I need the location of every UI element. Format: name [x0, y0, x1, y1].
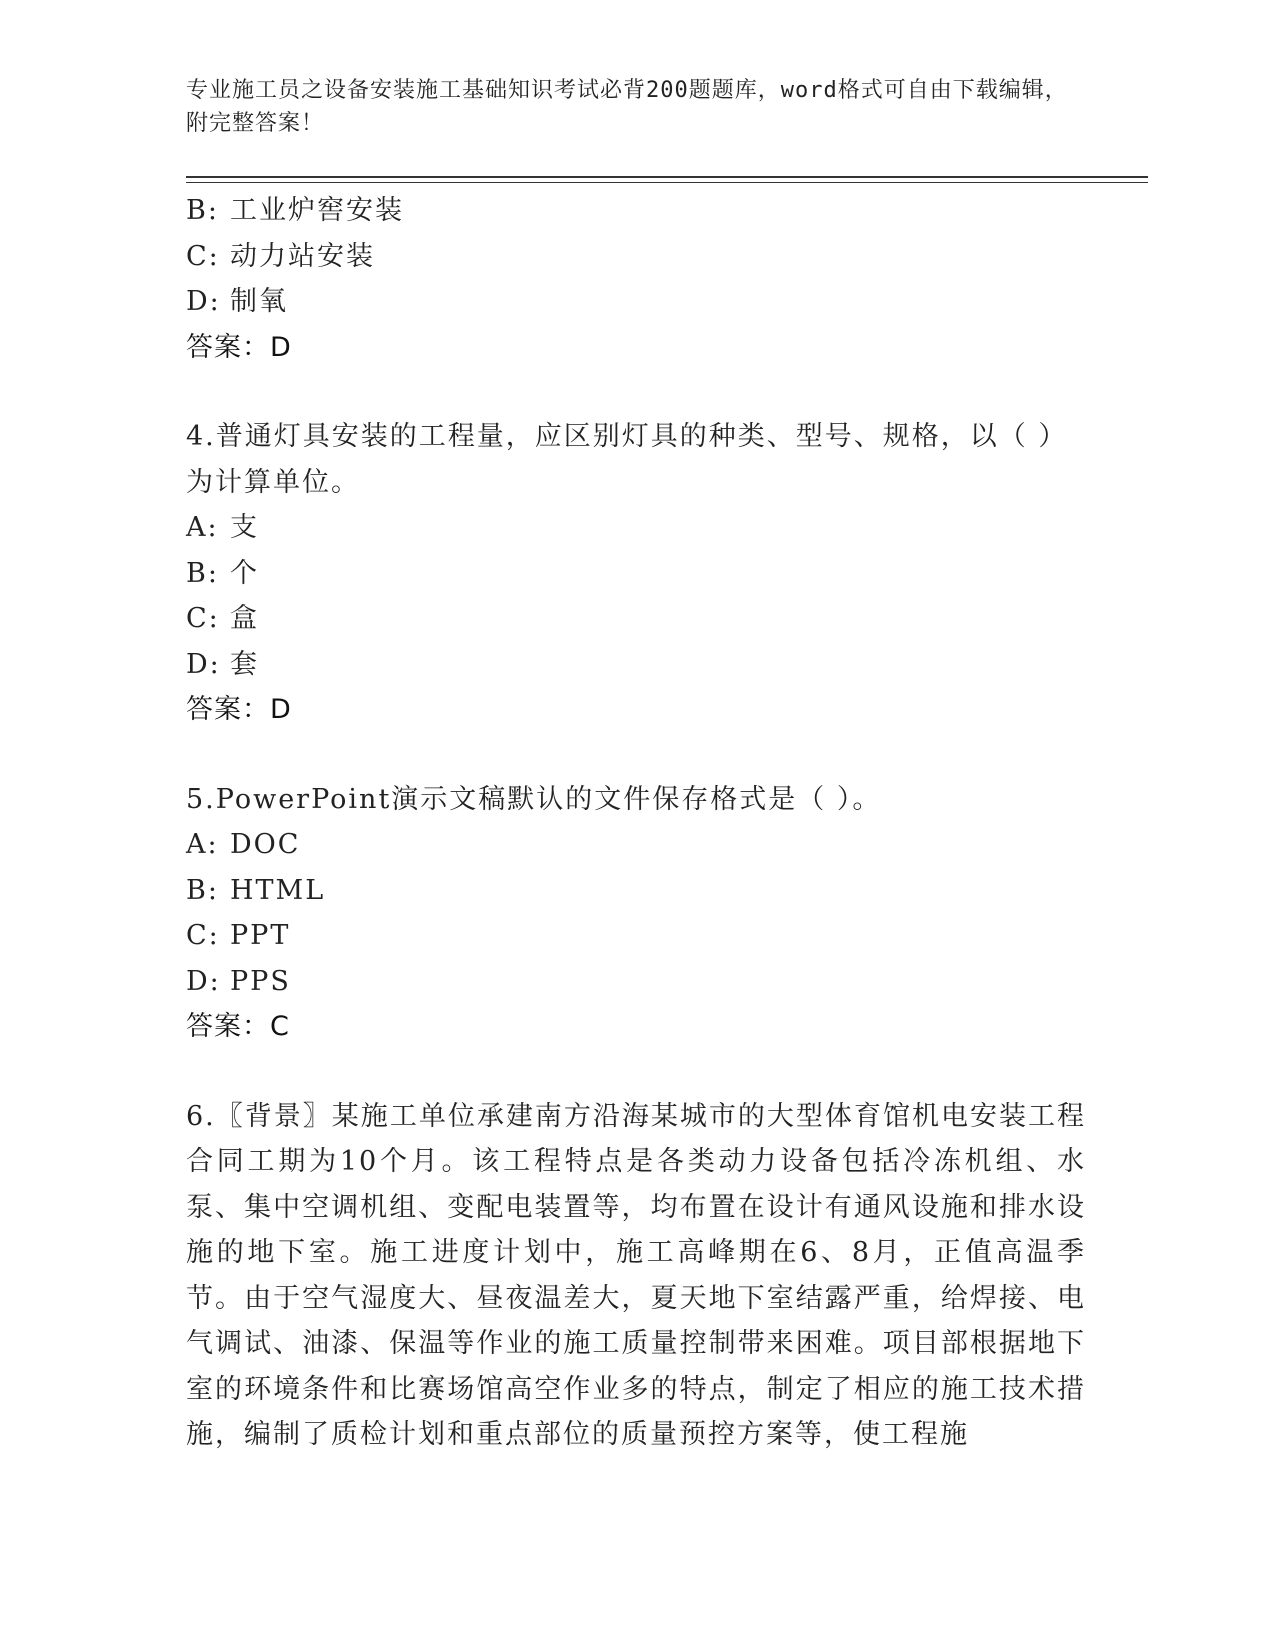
question-6	[186, 1094, 1086, 1458]
option-a: A: DOC	[186, 829, 301, 860]
spacer	[186, 370, 1086, 414]
option-c: C: PPT	[186, 920, 291, 951]
option-b: B: 工业炉窖安装	[186, 195, 404, 226]
option-b: B: HTML	[186, 874, 326, 906]
question-text: 6.〖背景〗某施工单位承建南方沿海某城市的大型体育馆机电安装工程合同工期为10个月。该工程特点是各类动力设备包括冷冻机组、水泵、集中空调机组、变配电装置等，均布置在设计有通风设施和排水设施的地下室。施工进度计划中，施工高峰期在6、8月，正值高温季节。由于空气湿度大、昼夜温差大，夏天地下室结露严重，给焊接、电气调试、油漆、保温等作业的施工质量控制带来困难。项目部根据地下室的环境条件和比赛场馆高空作业多的特点，制定了相应的施工技术措施，编制了质检计划和重点部位的质量预控方案等，使工程施	[186, 1100, 1086, 1450]
question-5	[186, 777, 1086, 1050]
document-content	[186, 188, 1086, 1458]
question-text: 4.普通灯具安装的工程量，应区别灯具的种类、型号、规格，以（ ）为计算单位。	[186, 421, 1068, 498]
header-divider-thin	[186, 182, 1148, 183]
answer-line: 答案：D	[186, 694, 292, 725]
document-header: 专业施工员之设备安装施工基础知识考试必背200题题库，word格式可自由下载编辑，附完整答案！	[186, 78, 1068, 136]
option-c: C: 动力站安装	[186, 240, 375, 272]
question-4	[186, 414, 1086, 733]
header-divider-thick	[186, 176, 1148, 178]
option-c: C: 盒	[186, 603, 259, 634]
question-text: 5.PowerPoint演示文稿默认的文件保存格式是（ ）。	[186, 783, 882, 815]
spacer	[186, 1050, 1086, 1094]
option-d: D: 套	[186, 648, 259, 680]
answer-line: 答案：D	[186, 331, 292, 363]
option-d: D: 制氧	[186, 286, 288, 317]
option-a: A: 支	[186, 512, 259, 543]
answer-line: 答案：C	[186, 1011, 290, 1042]
option-d: D: PPS	[186, 965, 291, 997]
option-b: B: 个	[186, 557, 259, 589]
question-3-continued	[186, 188, 1086, 370]
spacer	[186, 733, 1086, 777]
